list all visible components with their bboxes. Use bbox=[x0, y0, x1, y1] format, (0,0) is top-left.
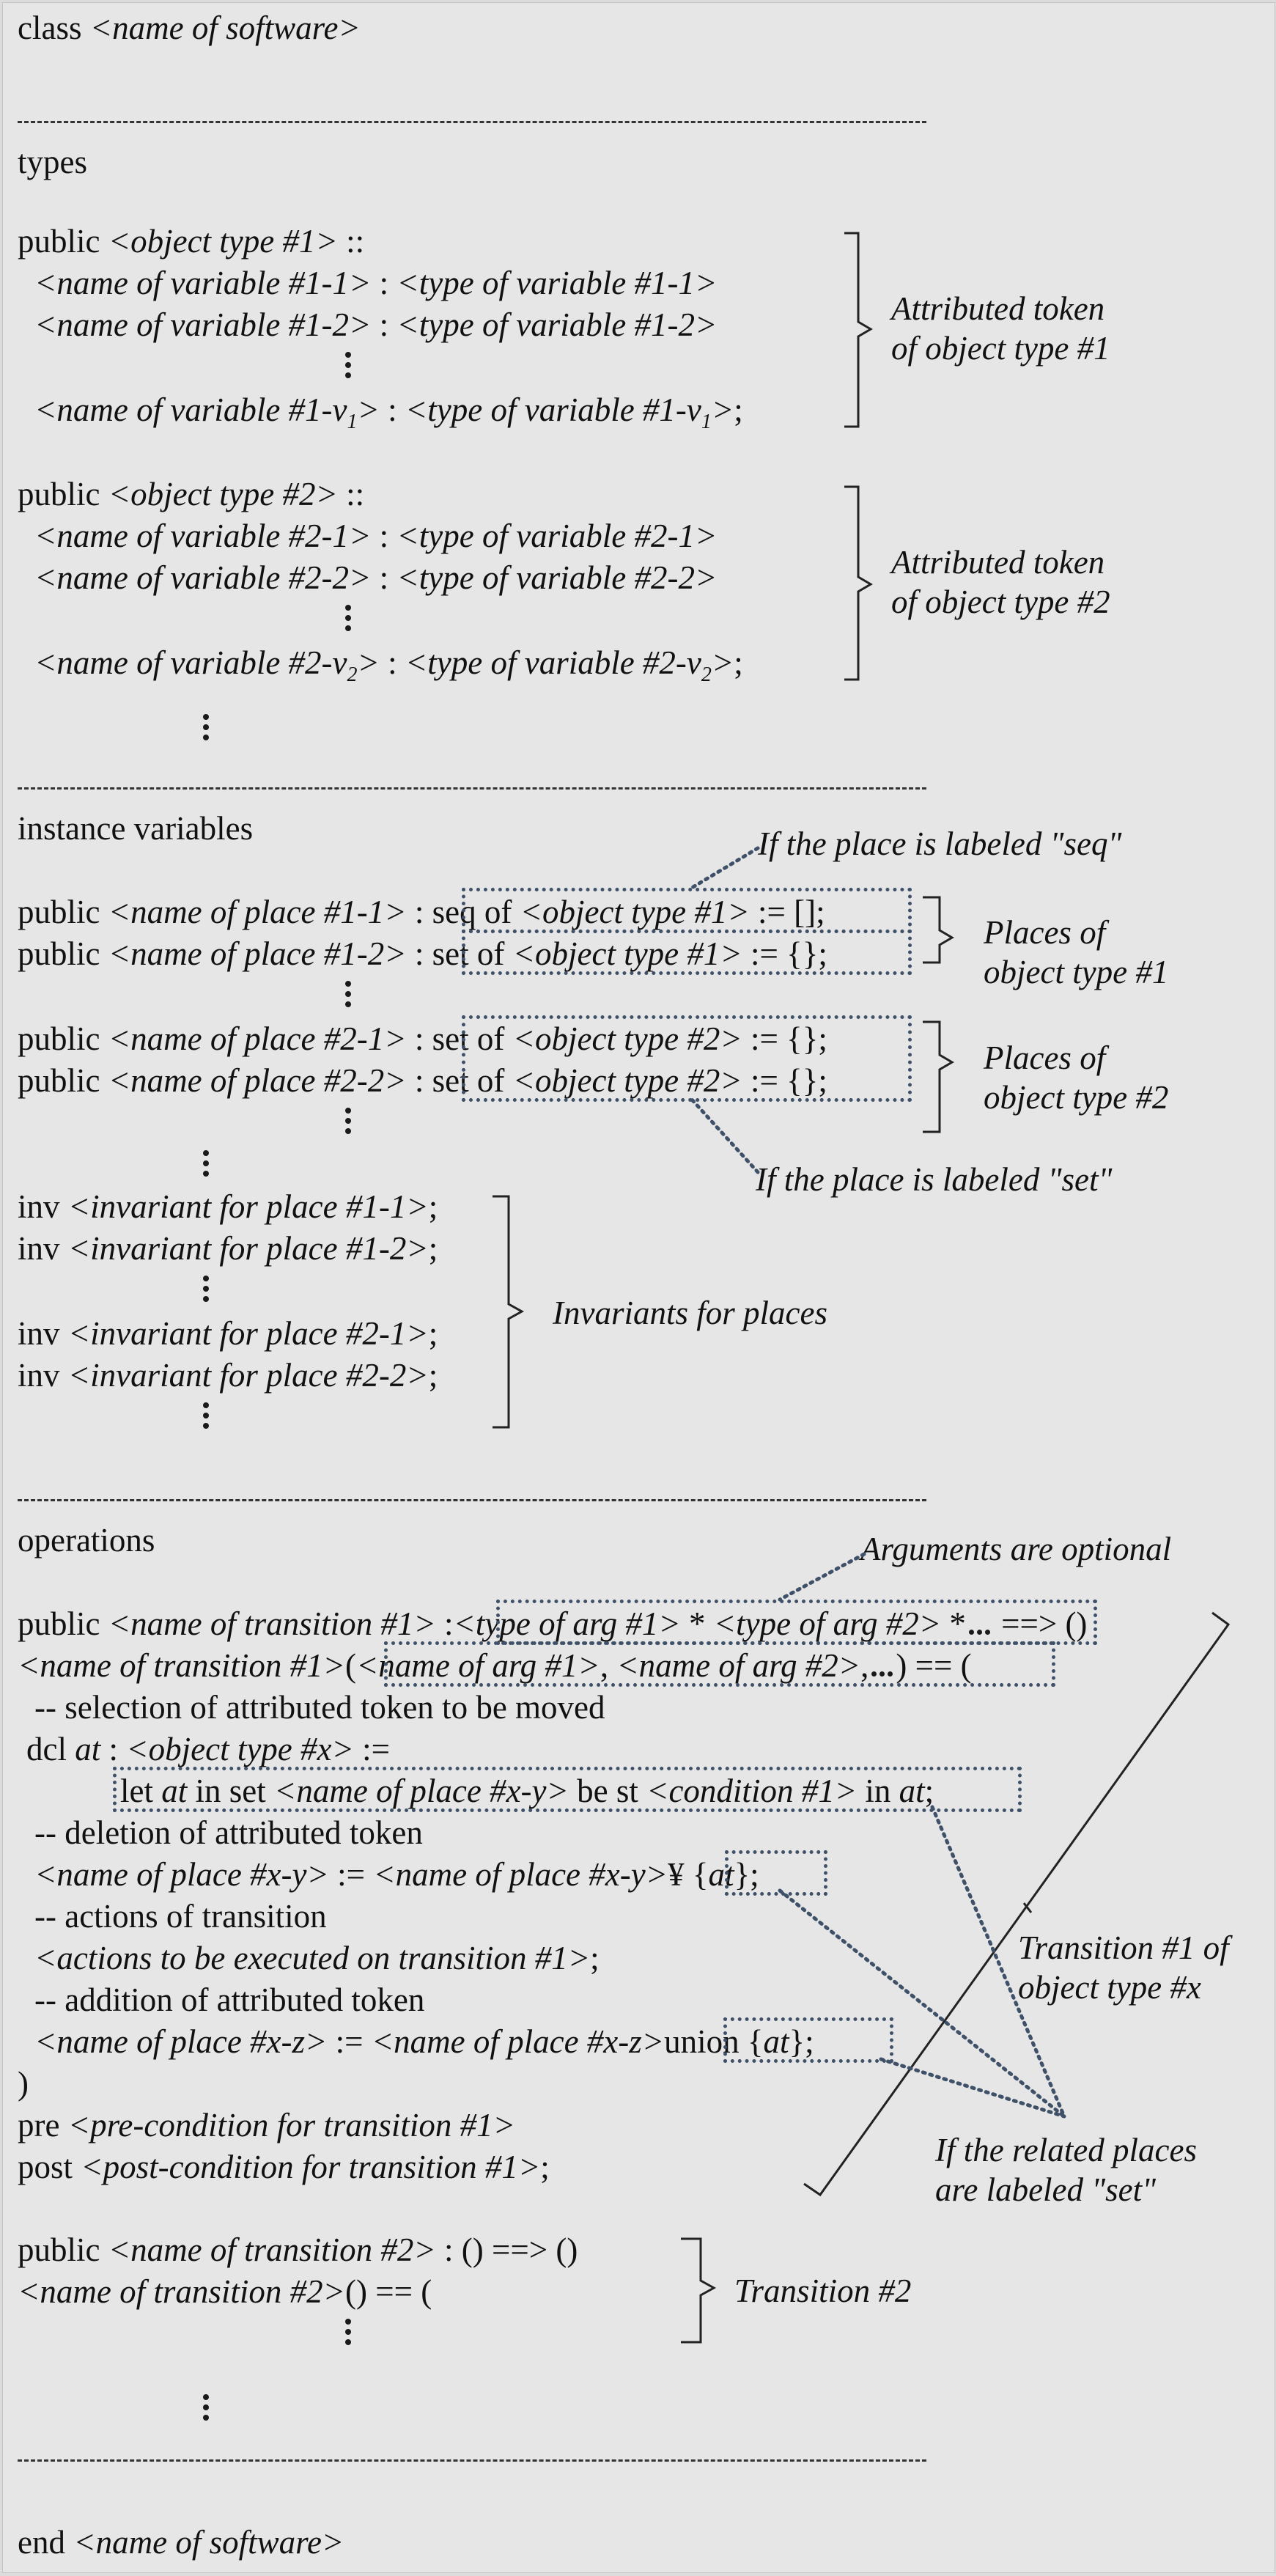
var-name: <name of variable #1-v bbox=[34, 391, 347, 428]
signature: : () ==> () bbox=[435, 2231, 578, 2268]
actions-text: <actions to be executed on transition #1> bbox=[34, 1940, 591, 1976]
colon: : bbox=[379, 644, 405, 681]
definition-open: () == ( bbox=[345, 2273, 432, 2310]
leader-set bbox=[692, 1100, 758, 1172]
var-at: at bbox=[75, 1731, 101, 1767]
var-type: <type of variable #1-2> bbox=[397, 306, 718, 343]
places-type2-label: Places of object type #2 bbox=[984, 1039, 1169, 1116]
arg-type: <type of arg #1> bbox=[453, 1605, 681, 1642]
type1-brace-label: Attributed token of object type #1 bbox=[891, 290, 1110, 367]
set-difference-operator: ¥ { bbox=[668, 1856, 709, 1893]
place-name: <name of place #2-2> bbox=[108, 1062, 407, 1099]
leader-let bbox=[932, 1807, 1064, 2116]
label-set-annotation: If the place is labeled "set" bbox=[756, 1161, 1113, 1198]
type-def-sep: :: bbox=[337, 223, 365, 260]
public-keyword: public bbox=[18, 223, 108, 260]
transition-name: <name of transition #1> bbox=[108, 1605, 436, 1642]
transition1-label: Transition #1 of object type #x bbox=[1018, 1929, 1229, 2006]
arg-type: <type of arg #2> bbox=[713, 1605, 942, 1642]
condition: <condition #1> bbox=[646, 1773, 858, 1809]
invariant-2-1: inv <invariant for place #2-1>; bbox=[18, 1315, 438, 1352]
arg-name: <name of arg #1> bbox=[356, 1647, 600, 1684]
pre-keyword: pre bbox=[18, 2107, 68, 2143]
object-type: <object type #2> bbox=[512, 1062, 742, 1099]
connector-overlay bbox=[3, 3, 1275, 2572]
var-at: at bbox=[161, 1773, 188, 1809]
transition-name: <name of transition #2> bbox=[18, 2273, 345, 2310]
arg-name: <name of arg #2> bbox=[616, 1647, 861, 1684]
collection-kind: set of bbox=[432, 1062, 513, 1099]
assign-operator: := bbox=[328, 1856, 374, 1893]
type2-name: <object type #2> bbox=[108, 476, 338, 512]
comma: , bbox=[860, 1647, 869, 1684]
place-name: <name of place #x-y> bbox=[274, 1773, 569, 1809]
transition-name: <name of transition #2> bbox=[108, 2231, 436, 2268]
initializer: := []; bbox=[749, 894, 825, 930]
public-keyword: public bbox=[18, 1062, 108, 1099]
related-places-label: If the related places are labeled "set" bbox=[935, 2132, 1197, 2208]
in-set-keyword: in set bbox=[187, 1773, 274, 1809]
software-name: <name of software> bbox=[73, 2524, 344, 2561]
leader-seq bbox=[692, 848, 758, 888]
var-subscript: 2 bbox=[347, 663, 358, 686]
transition2-label: Transition #2 bbox=[734, 2273, 912, 2309]
brace-transition2 bbox=[681, 2239, 714, 2342]
object-type: <object type #1> bbox=[520, 894, 750, 930]
semicolon: ; bbox=[734, 391, 743, 428]
let-keyword: let bbox=[120, 1773, 162, 1809]
colon: : bbox=[371, 518, 397, 554]
place-name: <name of place #1-1> bbox=[108, 894, 407, 930]
object-type: <object type #1> bbox=[512, 935, 742, 972]
diagram-page bbox=[2, 2, 1275, 2573]
var-name-end: > bbox=[357, 644, 380, 681]
place-name: <name of place #x-y> bbox=[373, 1856, 668, 1893]
semicolon: ; bbox=[805, 2023, 814, 2060]
paren: ( bbox=[345, 1647, 356, 1684]
public-keyword: public bbox=[18, 1605, 108, 1642]
var-type: <type of variable #2-2> bbox=[397, 559, 718, 596]
var-at: at bbox=[899, 1773, 925, 1809]
definition-open: ) == ( bbox=[896, 1647, 972, 1684]
semicolon: ; bbox=[734, 644, 743, 681]
inv-keyword: inv bbox=[18, 1357, 68, 1394]
var-subscript: 2 bbox=[701, 663, 712, 686]
public-keyword: public bbox=[18, 894, 108, 930]
inv-keyword: inv bbox=[18, 1230, 68, 1267]
colon: : bbox=[371, 559, 397, 596]
var-type: <type of variable #2-1> bbox=[397, 518, 718, 554]
public-keyword: public bbox=[18, 2231, 108, 2268]
initializer: := {}; bbox=[742, 1062, 827, 1099]
public-keyword: public bbox=[18, 1020, 108, 1057]
dcl-keyword: dcl bbox=[26, 1731, 75, 1767]
pre-condition: <pre-condition for transition #1> bbox=[67, 2107, 516, 2143]
brace-invariants bbox=[493, 1196, 522, 1427]
bracket-transition1 bbox=[804, 1613, 1228, 2195]
invariant-text: <invariant for place #2-2> bbox=[67, 1357, 429, 1394]
be-st-keyword: be st bbox=[568, 1773, 647, 1809]
colon: : bbox=[406, 1020, 432, 1057]
place-name: <name of place #x-y> bbox=[34, 1856, 329, 1893]
in-keyword: in bbox=[857, 1773, 899, 1809]
var-name-end: > bbox=[357, 391, 380, 428]
initializer: := {}; bbox=[742, 935, 827, 972]
var-name: <name of variable #2-1> bbox=[34, 518, 372, 554]
place-name: <name of place #x-z> bbox=[34, 2023, 328, 2060]
colon: : bbox=[379, 391, 405, 428]
inv-keyword: inv bbox=[18, 1315, 68, 1352]
place-name: <name of place #x-z> bbox=[371, 2023, 665, 2060]
var-at: at bbox=[763, 2023, 789, 2060]
colon: : bbox=[100, 1731, 119, 1767]
invariant-text: <invariant for place #1-2> bbox=[67, 1230, 429, 1267]
semicolon: ; bbox=[924, 1773, 934, 1809]
collection-kind: set of bbox=[432, 1020, 513, 1057]
collection-kind: set of bbox=[432, 935, 513, 972]
assign-operator: := bbox=[353, 1731, 391, 1767]
definition-close: ) bbox=[18, 2065, 29, 2102]
transition-name: <name of transition #1> bbox=[18, 1647, 345, 1684]
var-type-end: > bbox=[711, 391, 734, 428]
inv-keyword: inv bbox=[18, 1188, 68, 1225]
comment-addition: -- addition of attributed token bbox=[34, 1981, 425, 2018]
comment-actions: -- actions of transition bbox=[34, 1898, 327, 1935]
brace: } bbox=[789, 2023, 805, 2060]
invariant-2-2: inv <invariant for place #2-2>; bbox=[18, 1357, 438, 1394]
object-type: <object type #2> bbox=[512, 1020, 742, 1057]
place-name: <name of place #2-1> bbox=[108, 1020, 407, 1057]
section-types: types bbox=[18, 144, 87, 180]
return-type: ==> () bbox=[992, 1605, 1088, 1642]
type-def-sep: :: bbox=[337, 476, 365, 512]
collection-kind: seq of bbox=[432, 894, 520, 930]
section-instance-variables: instance variables bbox=[18, 810, 254, 847]
var-type: <type of variable #1-v bbox=[405, 391, 701, 428]
class-keyword: class bbox=[18, 10, 90, 46]
invariant-text: <invariant for place #2-1> bbox=[67, 1315, 429, 1352]
software-name: <name of software> bbox=[89, 10, 361, 46]
var-name: <name of variable #1-2> bbox=[34, 306, 372, 343]
brace-type1 bbox=[844, 233, 871, 427]
public-keyword: public bbox=[18, 476, 108, 512]
product-operator: * bbox=[680, 1605, 714, 1642]
semicolon: ; bbox=[590, 1940, 600, 1976]
colon: : bbox=[406, 935, 432, 972]
var-type-end: > bbox=[711, 644, 734, 681]
section-operations: operations bbox=[18, 1522, 155, 1559]
comma: , bbox=[600, 1647, 617, 1684]
leader-deletion bbox=[780, 1891, 1064, 2116]
brace-type2 bbox=[844, 487, 871, 680]
initializer: := {}; bbox=[742, 1020, 827, 1057]
semicolon: ; bbox=[540, 2149, 550, 2185]
args-optional-annotation: Arguments are optional bbox=[860, 1531, 1172, 1567]
public-keyword: public bbox=[18, 935, 108, 972]
end-keyword: end bbox=[18, 2524, 74, 2561]
comment-deletion: -- deletion of attributed token bbox=[34, 1814, 423, 1851]
colon: : bbox=[406, 894, 432, 930]
var-subscript: 1 bbox=[347, 411, 358, 433]
leader-addition bbox=[881, 2059, 1064, 2116]
label-seq-annotation: If the place is labeled "seq" bbox=[758, 825, 1122, 862]
var-subscript: 1 bbox=[701, 411, 712, 433]
brace-places-type1 bbox=[923, 897, 952, 963]
var-type: <type of variable #2-v bbox=[405, 644, 701, 681]
type1-name: <object type #1> bbox=[108, 223, 338, 260]
var-at: at bbox=[708, 1856, 734, 1893]
colon: : bbox=[371, 306, 397, 343]
invariant-1-2: inv <invariant for place #1-2>; bbox=[18, 1230, 438, 1267]
invariants-label: Invariants for places bbox=[553, 1295, 827, 1331]
assign-operator: := bbox=[327, 2023, 372, 2060]
var-type: <type of variable #1-1> bbox=[397, 265, 718, 301]
object-type: <object type #x> bbox=[126, 1731, 354, 1767]
colon: : bbox=[371, 265, 397, 301]
colon: : bbox=[406, 1062, 432, 1099]
post-keyword: post bbox=[18, 2149, 81, 2185]
union-operator: union { bbox=[664, 2023, 764, 2060]
var-name: <name of variable #1-1> bbox=[34, 265, 372, 301]
invariant-1-1: inv <invariant for place #1-1>; bbox=[18, 1188, 438, 1225]
type2-brace-label: Attributed token of object type #2 bbox=[891, 544, 1110, 620]
product-operator: * bbox=[941, 1605, 966, 1642]
brace: } bbox=[734, 1856, 751, 1893]
post-condition: <post-condition for transition #1> bbox=[81, 2149, 541, 2185]
semicolon: ; bbox=[750, 1856, 759, 1893]
var-name: <name of variable #2-2> bbox=[34, 559, 372, 596]
invariant-text: <invariant for place #1-1> bbox=[67, 1188, 429, 1225]
comment-selection: -- selection of attributed token to be moved bbox=[34, 1689, 605, 1726]
place-name: <name of place #1-2> bbox=[108, 935, 407, 972]
places-type1-label: Places of object type #1 bbox=[984, 914, 1169, 990]
leader-args bbox=[780, 1554, 864, 1600]
var-name: <name of variable #2-v bbox=[34, 644, 347, 681]
colon: : bbox=[435, 1605, 454, 1642]
brace-places-type2 bbox=[923, 1022, 952, 1132]
